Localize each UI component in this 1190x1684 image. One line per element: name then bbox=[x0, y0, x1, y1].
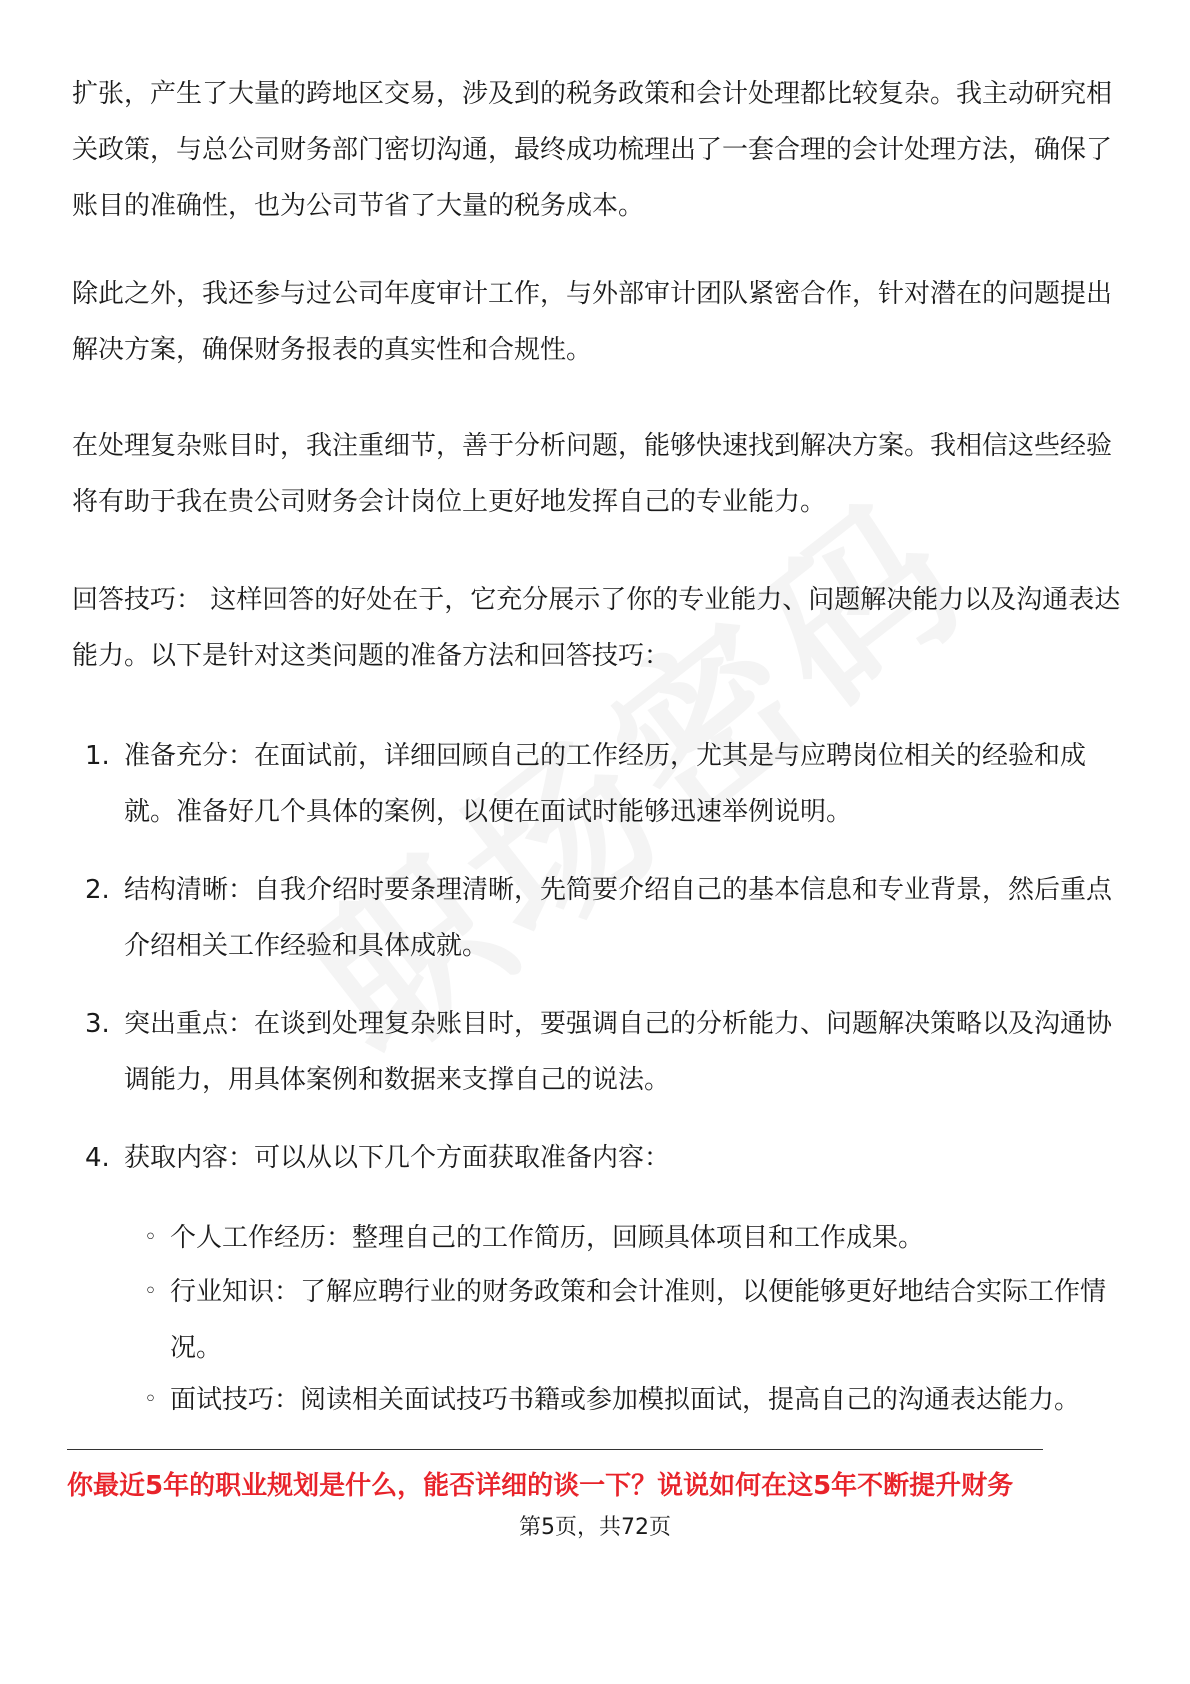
paragraph: 扩张，产生了大量的跨地区交易，涉及到的税务政策和会计处理都比较复杂。我主动研究相关政策，与总公司财务部门密切沟通，最终成功梳理出了一套合理的会计处理方法，确保了账目的准确性，也为公司节省了大量的税务成本。 bbox=[72, 79, 1113, 221]
list-item-text: 获取内容：可以从以下几个方面获取准备内容： bbox=[124, 1143, 671, 1173]
sub-list-item-text: 行业知识：了解应聘行业的财务政策和会计准则，以便能够更好地结合实际工作情况。 bbox=[170, 1277, 1107, 1363]
bullet-icon: ◦ bbox=[144, 1225, 157, 1250]
list-item-text: 准备充分：在面试前，详细回顾自己的工作经历，尤其是与应聘岗位相关的经验和成就。准备好几个具体的案例，以便在面试时能够迅速举例说明。 bbox=[124, 741, 1087, 827]
sub-list-item-text: 面试技巧：阅读相关面试技巧书籍或参加模拟面试，提高自己的沟通表达能力。 bbox=[170, 1385, 1081, 1415]
bullet-icon: ◦ bbox=[144, 1279, 157, 1304]
list-item-text: 突出重点：在谈到处理复杂账目时，要强调自己的分析能力、问题解决策略以及沟通协调能力，用具体案例和数据来支撑自己的说法。 bbox=[124, 1009, 1113, 1095]
list-number: 2. bbox=[85, 875, 110, 905]
answer-tips-paragraph: 回答技巧： 这样回答的好处在于，它充分展示了你的专业能力、问题解决能力以及沟通表达能力。以下是针对这类问题的准备方法和回答技巧： bbox=[72, 585, 1121, 671]
list-number: 1. bbox=[85, 741, 110, 771]
footer-divider bbox=[67, 1449, 1043, 1450]
paragraph: 在处理复杂账目时，我注重细节，善于分析问题，能够快速找到解决方案。我相信这些经验将有助于我在贵公司财务会计岗位上更好地发挥自己的专业能力。 bbox=[72, 431, 1113, 517]
list-item-text: 结构清晰：自我介绍时要条理清晰，先简要介绍自己的基本信息和专业背景，然后重点介绍相关工作经验和具体成就。 bbox=[124, 875, 1113, 961]
list-number: 3. bbox=[85, 1009, 110, 1039]
sub-list-item-text: 个人工作经历：整理自己的工作简历，回顾具体项目和工作成果。 bbox=[170, 1223, 925, 1253]
page-number: 第5页，共72页 bbox=[519, 1515, 671, 1540]
paragraph: 除此之外，我还参与过公司年度审计工作，与外部审计团队紧密合作，针对潜在的问题提出解决方案，确保财务报表的真实性和合规性。 bbox=[72, 279, 1113, 365]
footer-question-link[interactable]: 你最近5年的职业规划是什么，能否详细的谈一下？说说如何在这5年不断提升财务 bbox=[67, 1471, 1014, 1501]
list-number: 4. bbox=[85, 1143, 110, 1173]
bullet-icon: ◦ bbox=[144, 1387, 157, 1412]
